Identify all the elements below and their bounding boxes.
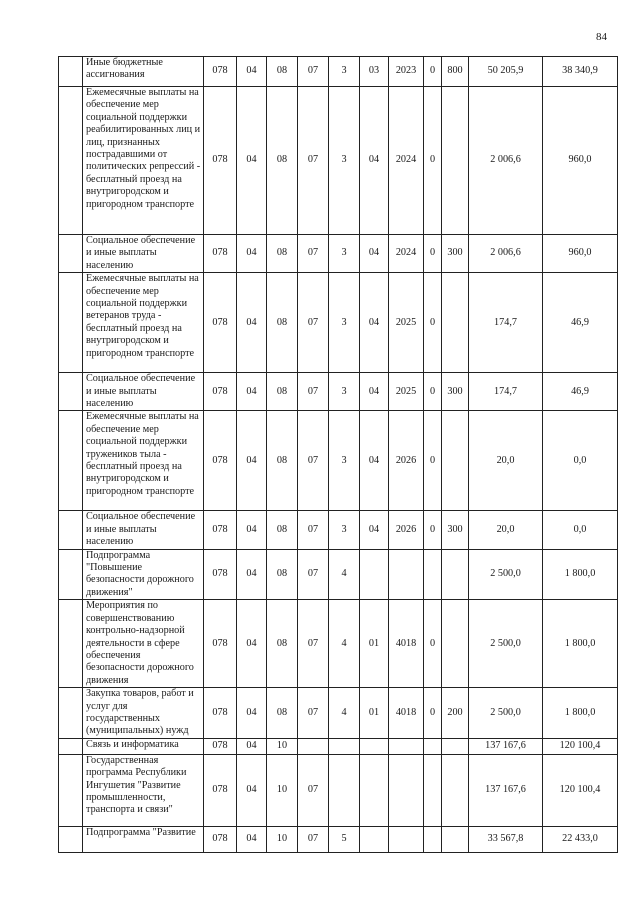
code-program: 07 — [298, 511, 329, 549]
code-program: 07 — [298, 754, 329, 826]
value-year-1: 33 567,8 — [469, 826, 543, 852]
code-subsection: 08 — [267, 511, 298, 549]
code-extra — [424, 826, 442, 852]
table-row — [59, 411, 618, 511]
code-program: 07 — [298, 273, 329, 373]
code-subsection: 10 — [267, 738, 298, 754]
code-main-event — [360, 826, 389, 852]
code-expense-type — [442, 411, 469, 511]
code-extra: 0 — [424, 273, 442, 373]
code-main-event: 04 — [360, 511, 389, 549]
code-main-event: 04 — [360, 373, 389, 411]
row-blank-cell — [59, 600, 83, 688]
code-main-event: 04 — [360, 87, 389, 235]
code-subsection: 10 — [267, 754, 298, 826]
code-section: 04 — [237, 688, 267, 739]
code-ministry: 078 — [204, 511, 237, 549]
code-direction: 4018 — [389, 688, 424, 739]
value-year-1: 20,0 — [469, 511, 543, 549]
row-name: Ежемесячные выплаты на обеспечение мер социальной поддержки реабилитированных лиц и лиц, признанных пострадавшими от политических репрессий - бесплатный проезд на внутригородском и пригородном транспорте — [83, 87, 204, 235]
code-subprogram: 3 — [329, 511, 360, 549]
code-direction: 2023 — [389, 57, 424, 87]
code-subsection: 08 — [267, 235, 298, 273]
value-year-2: 46,9 — [543, 373, 618, 411]
code-direction: 2026 — [389, 411, 424, 511]
code-subprogram: 4 — [329, 600, 360, 688]
code-program: 07 — [298, 57, 329, 87]
code-expense-type — [442, 273, 469, 373]
table-row — [59, 549, 618, 600]
table-row — [59, 511, 618, 549]
code-ministry: 078 — [204, 273, 237, 373]
code-extra — [424, 754, 442, 826]
value-year-2: 1 800,0 — [543, 549, 618, 600]
row-name: Социальное обеспечение и иные выплаты населению — [83, 511, 204, 549]
row-name: Подпрограмма "Развитие — [83, 826, 204, 852]
code-subsection: 08 — [267, 688, 298, 739]
code-section: 04 — [237, 754, 267, 826]
row-name: Мероприятия по совершенствованию контрольно-надзорной деятельности в сфере обеспечения безопасности дорожного движения — [83, 600, 204, 688]
code-ministry: 078 — [204, 87, 237, 235]
code-program: 07 — [298, 688, 329, 739]
table-row — [59, 826, 618, 852]
row-name: Связь и информатика — [83, 738, 204, 754]
code-subprogram: 3 — [329, 235, 360, 273]
value-year-2: 120 100,4 — [543, 754, 618, 826]
code-subsection: 08 — [267, 411, 298, 511]
row-blank-cell — [59, 57, 83, 87]
code-extra: 0 — [424, 688, 442, 739]
code-expense-type: 200 — [442, 688, 469, 739]
row-name: Социальное обеспечение и иные выплаты населению — [83, 235, 204, 273]
table-row — [59, 57, 618, 87]
row-blank-cell — [59, 373, 83, 411]
code-expense-type: 300 — [442, 373, 469, 411]
row-blank-cell — [59, 273, 83, 373]
value-year-1: 174,7 — [469, 273, 543, 373]
value-year-1: 137 167,6 — [469, 738, 543, 754]
code-ministry: 078 — [204, 826, 237, 852]
code-expense-type: 800 — [442, 57, 469, 87]
value-year-2: 22 433,0 — [543, 826, 618, 852]
code-subsection: 08 — [267, 87, 298, 235]
code-subsection: 08 — [267, 373, 298, 411]
value-year-2: 960,0 — [543, 235, 618, 273]
row-blank-cell — [59, 411, 83, 511]
code-subprogram: 3 — [329, 411, 360, 511]
table-row — [59, 87, 618, 235]
code-extra: 0 — [424, 57, 442, 87]
code-extra: 0 — [424, 600, 442, 688]
value-year-2: 120 100,4 — [543, 738, 618, 754]
code-expense-type — [442, 600, 469, 688]
row-name: Государственная программа Республики Ингушетия "Развитие промышленности, транспорта и связи" — [83, 754, 204, 826]
code-ministry: 078 — [204, 57, 237, 87]
code-main-event: 01 — [360, 600, 389, 688]
row-name: Иные бюджетные ассигнования — [83, 57, 204, 87]
value-year-1: 2 500,0 — [469, 600, 543, 688]
code-subprogram: 3 — [329, 373, 360, 411]
value-year-1: 2 500,0 — [469, 688, 543, 739]
row-blank-cell — [59, 826, 83, 852]
code-extra — [424, 549, 442, 600]
code-program: 07 — [298, 373, 329, 411]
row-name: Ежемесячные выплаты на обеспечение мер социальной поддержки тружеников тыла - бесплатный проезд на внутригородском и пригородном транспорте — [83, 411, 204, 511]
code-direction — [389, 754, 424, 826]
code-direction: 2024 — [389, 87, 424, 235]
code-subprogram: 3 — [329, 87, 360, 235]
code-program: 07 — [298, 87, 329, 235]
row-name: Социальное обеспечение и иные выплаты населению — [83, 373, 204, 411]
table-row — [59, 738, 618, 754]
code-section: 04 — [237, 738, 267, 754]
code-expense-type: 300 — [442, 511, 469, 549]
code-subprogram: 3 — [329, 57, 360, 87]
code-program: 07 — [298, 411, 329, 511]
value-year-1: 2 006,6 — [469, 87, 543, 235]
code-ministry: 078 — [204, 600, 237, 688]
row-blank-cell — [59, 688, 83, 739]
row-name: Ежемесячные выплаты на обеспечение мер социальной поддержки ветеранов труда - бесплатный проезд на внутригородском и пригородном транспорте — [83, 273, 204, 373]
code-main-event: 04 — [360, 235, 389, 273]
code-extra: 0 — [424, 235, 442, 273]
budget-table — [58, 56, 618, 853]
code-subprogram: 5 — [329, 826, 360, 852]
row-blank-cell — [59, 87, 83, 235]
value-year-2: 1 800,0 — [543, 688, 618, 739]
code-subprogram — [329, 754, 360, 826]
code-section: 04 — [237, 549, 267, 600]
code-program: 07 — [298, 235, 329, 273]
code-ministry: 078 — [204, 688, 237, 739]
code-main-event: 01 — [360, 688, 389, 739]
row-name: Закупка товаров, работ и услуг для государственных (муниципальных) нужд — [83, 688, 204, 739]
code-section: 04 — [237, 57, 267, 87]
code-ministry: 078 — [204, 235, 237, 273]
code-section: 04 — [237, 373, 267, 411]
code-ministry: 078 — [204, 373, 237, 411]
value-year-1: 50 205,9 — [469, 57, 543, 87]
code-expense-type — [442, 87, 469, 235]
code-section: 04 — [237, 600, 267, 688]
row-blank-cell — [59, 549, 83, 600]
code-main-event — [360, 738, 389, 754]
code-main-event — [360, 549, 389, 600]
code-expense-type — [442, 738, 469, 754]
code-subprogram — [329, 738, 360, 754]
table-body — [59, 57, 618, 853]
code-subprogram: 3 — [329, 273, 360, 373]
table-row — [59, 235, 618, 273]
code-expense-type: 300 — [442, 235, 469, 273]
value-year-2: 960,0 — [543, 87, 618, 235]
code-ministry: 078 — [204, 549, 237, 600]
code-expense-type — [442, 826, 469, 852]
code-extra: 0 — [424, 373, 442, 411]
code-direction: 4018 — [389, 600, 424, 688]
code-extra: 0 — [424, 511, 442, 549]
code-direction: 2025 — [389, 273, 424, 373]
code-extra: 0 — [424, 411, 442, 511]
code-subsection: 08 — [267, 273, 298, 373]
code-section: 04 — [237, 411, 267, 511]
code-expense-type — [442, 754, 469, 826]
code-direction: 2025 — [389, 373, 424, 411]
code-ministry: 078 — [204, 754, 237, 826]
code-expense-type — [442, 549, 469, 600]
code-subprogram: 4 — [329, 688, 360, 739]
value-year-1: 174,7 — [469, 373, 543, 411]
table-row — [59, 688, 618, 739]
value-year-2: 0,0 — [543, 411, 618, 511]
row-blank-cell — [59, 738, 83, 754]
code-program: 07 — [298, 600, 329, 688]
code-extra: 0 — [424, 87, 442, 235]
code-subprogram: 4 — [329, 549, 360, 600]
table-row — [59, 273, 618, 373]
code-ministry: 078 — [204, 738, 237, 754]
code-direction — [389, 738, 424, 754]
value-year-1: 20,0 — [469, 411, 543, 511]
code-main-event — [360, 754, 389, 826]
code-direction — [389, 549, 424, 600]
code-program — [298, 738, 329, 754]
row-name: Подпрограмма "Повышение безопасности дорожного движения" — [83, 549, 204, 600]
code-program: 07 — [298, 826, 329, 852]
table-row — [59, 600, 618, 688]
code-section: 04 — [237, 826, 267, 852]
row-blank-cell — [59, 511, 83, 549]
table-row — [59, 754, 618, 826]
code-section: 04 — [237, 511, 267, 549]
table-row — [59, 373, 618, 411]
value-year-1: 2 006,6 — [469, 235, 543, 273]
code-direction — [389, 826, 424, 852]
code-direction: 2024 — [389, 235, 424, 273]
code-subsection: 10 — [267, 826, 298, 852]
code-subsection: 08 — [267, 57, 298, 87]
code-direction: 2026 — [389, 511, 424, 549]
value-year-1: 137 167,6 — [469, 754, 543, 826]
code-main-event: 04 — [360, 411, 389, 511]
value-year-1: 2 500,0 — [469, 549, 543, 600]
page-number: 84 — [596, 31, 607, 43]
code-subsection: 08 — [267, 549, 298, 600]
value-year-2: 0,0 — [543, 511, 618, 549]
row-blank-cell — [59, 235, 83, 273]
value-year-2: 1 800,0 — [543, 600, 618, 688]
code-main-event: 04 — [360, 273, 389, 373]
value-year-2: 46,9 — [543, 273, 618, 373]
code-section: 04 — [237, 87, 267, 235]
code-ministry: 078 — [204, 411, 237, 511]
code-extra — [424, 738, 442, 754]
code-section: 04 — [237, 235, 267, 273]
code-program: 07 — [298, 549, 329, 600]
code-section: 04 — [237, 273, 267, 373]
code-subsection: 08 — [267, 600, 298, 688]
value-year-2: 38 340,9 — [543, 57, 618, 87]
code-main-event: 03 — [360, 57, 389, 87]
row-blank-cell — [59, 754, 83, 826]
